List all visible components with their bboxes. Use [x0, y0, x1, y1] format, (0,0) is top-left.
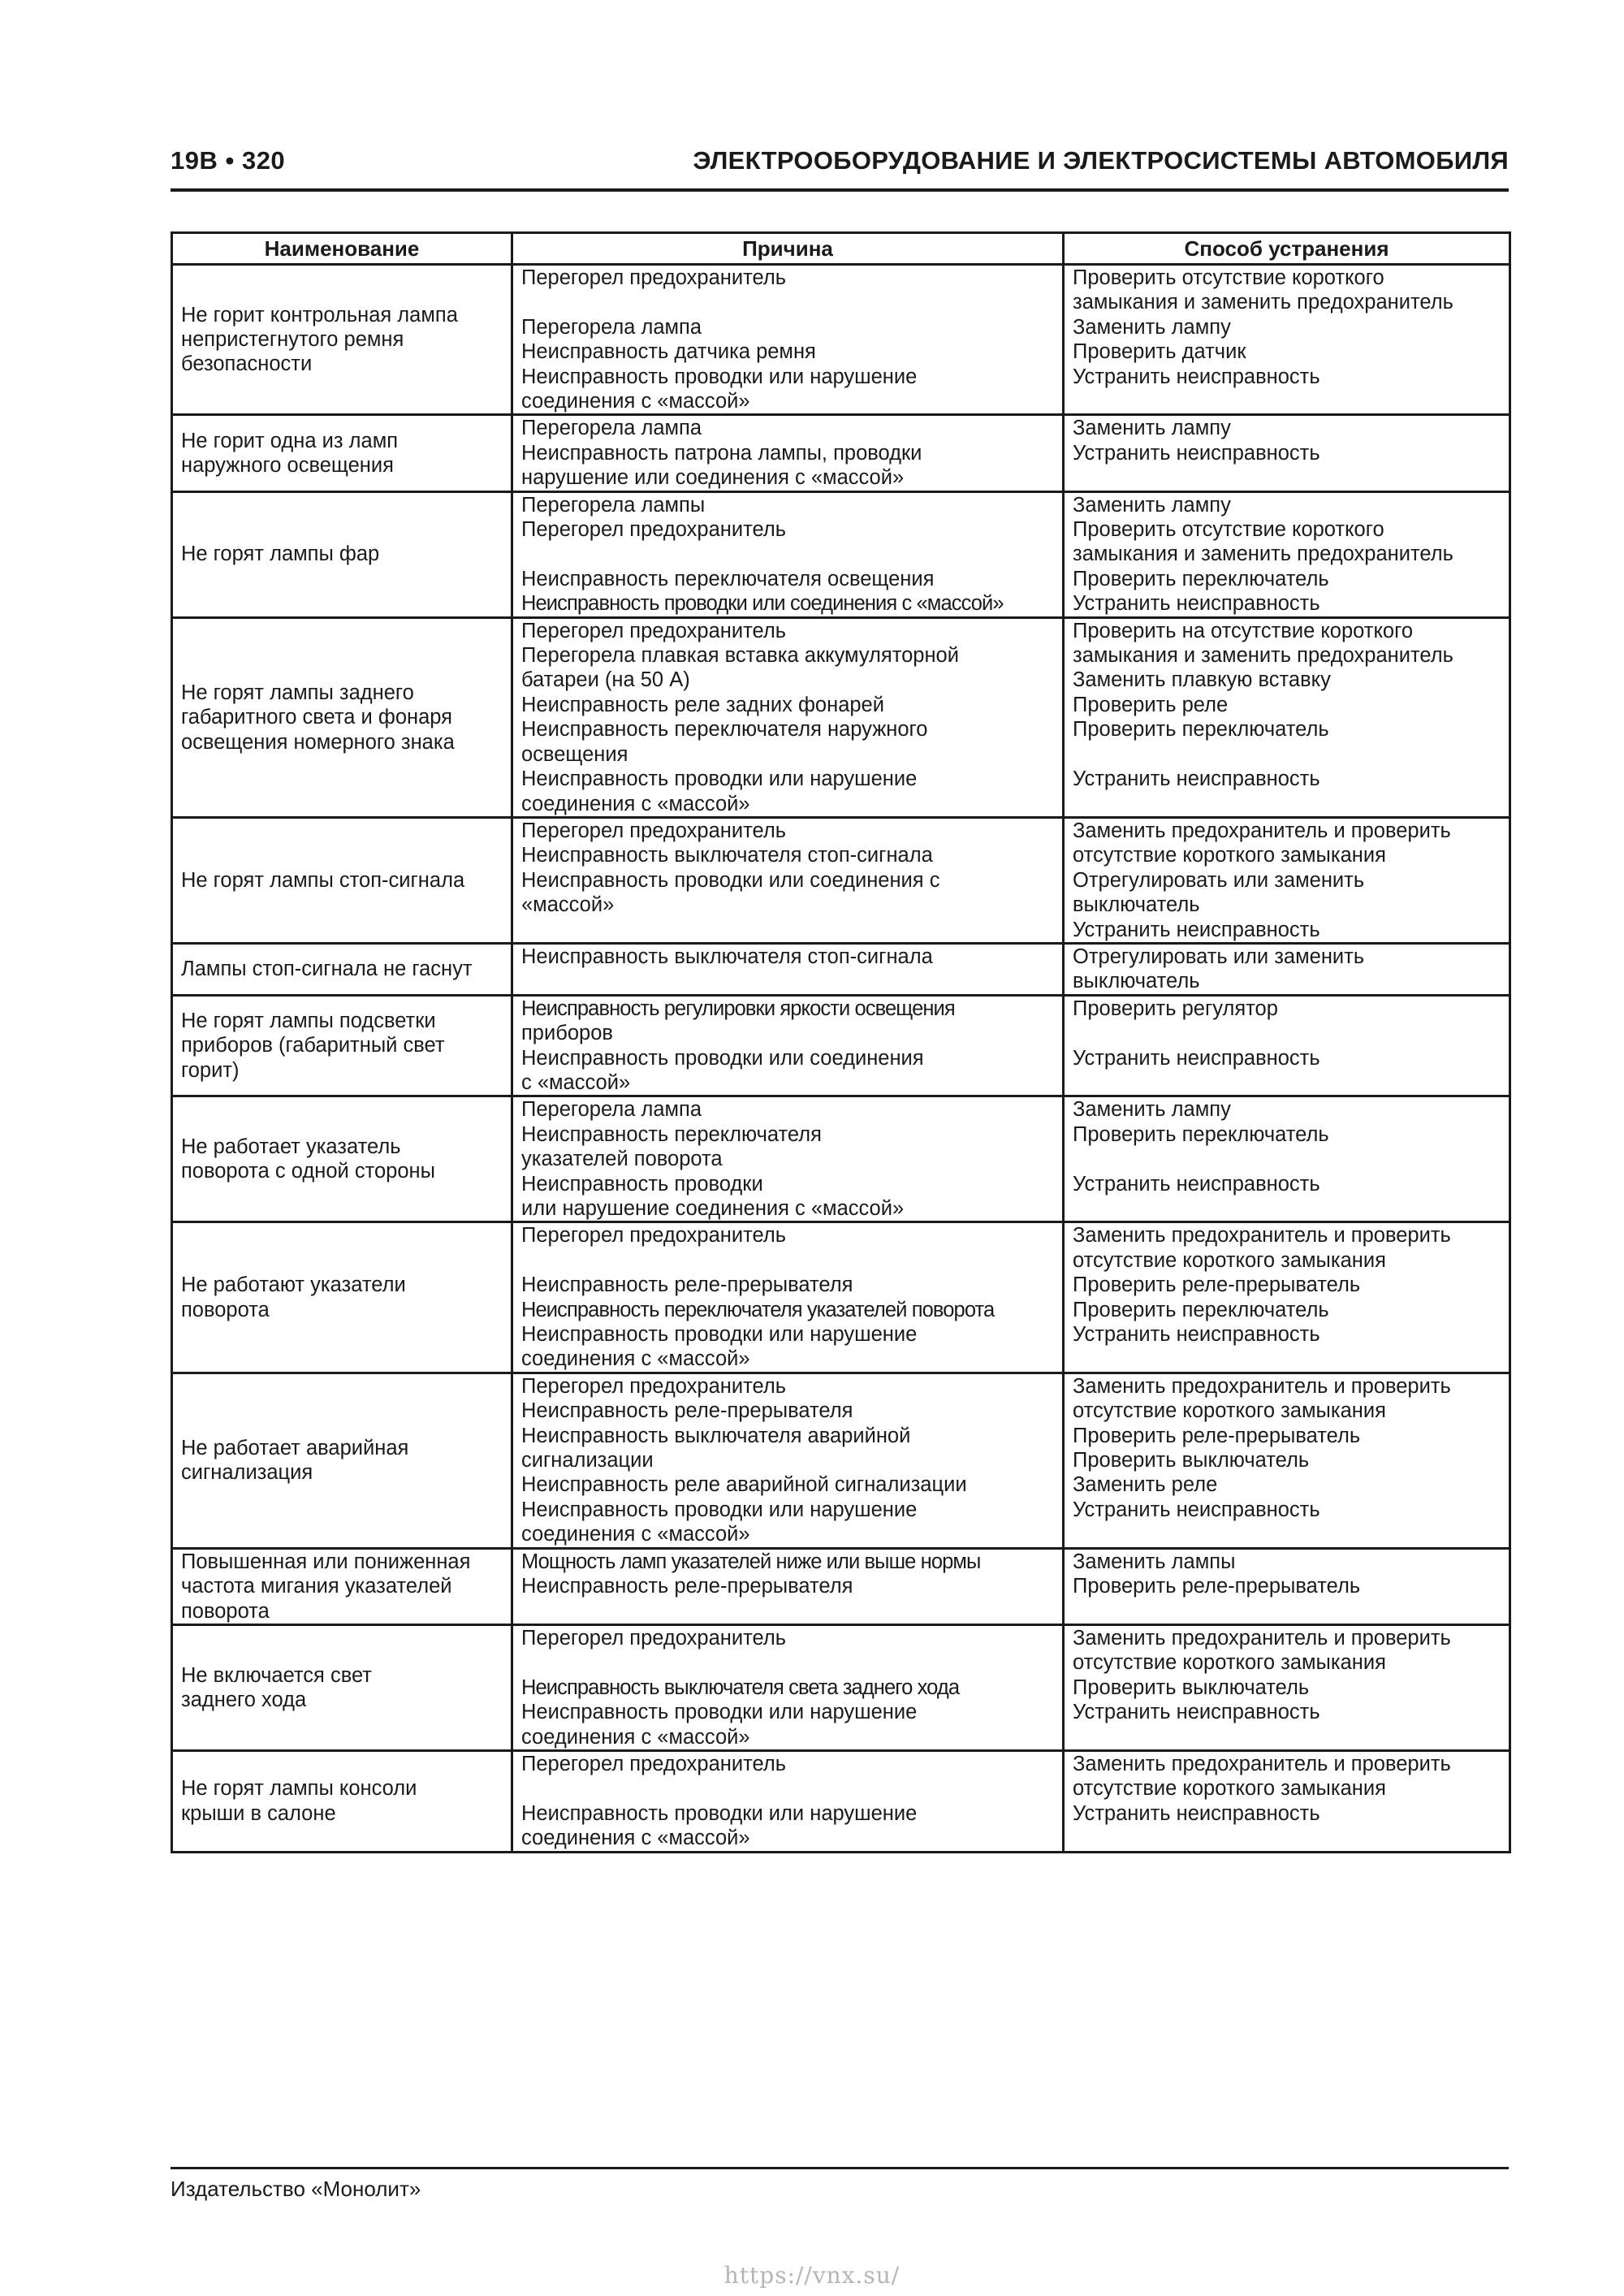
cell-line	[1073, 1021, 1501, 1045]
cell-line: Неисправность проводки или соединения	[521, 1046, 924, 1070]
cell-line: Устранить неисправность	[1073, 365, 1320, 388]
cell-line: отсутствие короткого замыкания	[1073, 844, 1386, 867]
cell-line: Неисправность проводки или нарушение	[521, 1801, 918, 1825]
cell-line	[521, 290, 1054, 314]
cell-line: соединения с «массой»	[521, 1347, 750, 1371]
table-row	[172, 491, 1510, 617]
cell-line: Проверить регулятор	[1073, 997, 1278, 1020]
cell-line: Проверить выключатель	[1073, 1676, 1310, 1699]
cell-line: соединения с «массой»	[521, 1725, 750, 1749]
cell-line	[521, 1650, 1054, 1675]
cell-line: Перегорел предохранитель	[521, 1626, 786, 1650]
cell-line: Заменить лампу	[1073, 493, 1231, 517]
cell-line: Заменить плавкую вставку	[1073, 668, 1331, 692]
cell-line: Устранить неисправность	[1073, 1172, 1320, 1196]
cell-line: нарушение или соединения с «массой»	[521, 466, 905, 490]
fault-name-cell	[172, 265, 512, 415]
cell-line: Проверить переключатель	[1073, 718, 1329, 742]
cell-line: отсутствие короткого замыкания	[1073, 1777, 1386, 1801]
column-header-name: Наименование	[172, 233, 512, 265]
cell-line: Неисправность проводки или соединения с «массой»	[521, 592, 1004, 616]
table-row	[172, 1548, 1510, 1624]
cell-line: «массой»	[521, 893, 615, 917]
cause-cell	[512, 617, 1064, 817]
cell-line: Неисправность проводки	[521, 1172, 763, 1196]
cell-line: Устранить неисправность	[1073, 1801, 1320, 1825]
cell-line: горит)	[181, 1058, 240, 1082]
cell-line	[521, 1776, 1054, 1801]
table-row	[172, 817, 1510, 943]
cell-line: Перегорела лампы	[521, 493, 706, 517]
cell-line: отсутствие короткого замыкания	[1073, 1248, 1386, 1272]
cell-line	[1073, 742, 1501, 767]
cell-line: наружного освещения	[181, 454, 394, 478]
cell-line: Устранить неисправность	[1073, 918, 1320, 941]
cell-line: Заменить предохранитель и проверить	[1073, 1374, 1451, 1398]
cell-line: Неисправность выключателя аварийной	[521, 1424, 911, 1447]
cell-line: Не горят лампы стоп-сигнала	[181, 868, 465, 892]
cell-line: Неисправность реле-прерывателя	[521, 1273, 853, 1297]
footer-divider	[171, 2167, 1509, 2169]
table-row	[172, 1624, 1510, 1750]
cause-cell	[512, 1750, 1064, 1852]
cell-line: соединения с «массой»	[521, 792, 750, 815]
page-header	[171, 146, 1509, 187]
cell-line: Проверить отсутствие короткого	[1073, 518, 1384, 542]
cell-line: Перегорела лампа	[521, 1098, 702, 1122]
fault-name-cell	[172, 415, 512, 491]
cell-line: замыкания и заменить предохранитель	[1073, 644, 1453, 668]
cell-line: Проверить переключатель	[1073, 567, 1329, 590]
cell-line: Неисправность переключателя освещения	[521, 567, 935, 590]
cell-line: Перегорел предохранитель	[521, 1224, 786, 1247]
cell-line: Неисправность проводки или нарушение	[521, 1498, 918, 1521]
table-row	[172, 617, 1510, 817]
fault-name-cell	[172, 1750, 512, 1852]
section-title: ЭЛЕКТРООБОРУДОВАНИЕ И ЭЛЕКТРОСИСТЕМЫ АВТОМОБИЛЯ	[693, 146, 1509, 175]
cell-line: заднего хода	[181, 1688, 307, 1711]
remedy-cell	[1064, 265, 1510, 415]
cell-line: замыкания и заменить предохранитель	[1073, 543, 1453, 566]
cell-line: Проверить переключатель	[1073, 1122, 1329, 1146]
cell-line: Не включается свет	[181, 1663, 372, 1687]
fault-name-cell	[172, 943, 512, 995]
cell-line: безопасности	[181, 352, 313, 376]
cell-line: Не горят лампы фар	[181, 543, 380, 566]
cause-cell	[512, 1548, 1064, 1624]
cell-line: Заменить предохранитель и проверить	[1073, 819, 1451, 842]
remedy-cell	[1064, 995, 1510, 1096]
cell-line: замыкания и заменить предохранитель	[1073, 291, 1453, 314]
cell-line: выключатель	[1073, 893, 1200, 917]
cell-line: с «массой»	[521, 1070, 631, 1094]
cause-cell	[512, 995, 1064, 1096]
cell-line: Неисправность переключателя указателей поворота	[521, 1298, 995, 1321]
cell-line: Перегорел предохранитель	[521, 518, 786, 542]
cell-line: сигнализация	[181, 1461, 313, 1485]
cell-line: Заменить реле	[1073, 1473, 1218, 1497]
cell-line: Заменить предохранитель и проверить	[1073, 1752, 1451, 1775]
cell-line: крыши в салоне	[181, 1801, 336, 1825]
cause-cell	[512, 1624, 1064, 1750]
cell-line: приборов	[521, 1022, 613, 1045]
cell-line: Неисправность переключателя	[521, 1122, 822, 1146]
cell-line: Заменить лампу	[1073, 1098, 1231, 1122]
cell-line: Отрегулировать или заменить	[1073, 868, 1365, 892]
fault-name-cell	[172, 491, 512, 617]
cell-line: указателей поворота	[521, 1148, 723, 1171]
table-body	[172, 265, 1510, 1853]
cell-line: Неисправность проводки или соединения с	[521, 868, 940, 892]
cell-line: освещения номерного знака	[181, 730, 455, 754]
cell-line: Проверить реле-прерыватель	[1073, 1575, 1361, 1598]
remedy-cell	[1064, 1222, 1510, 1373]
remedy-cell	[1064, 943, 1510, 995]
cell-line: Проверить отсутствие короткого	[1073, 266, 1384, 289]
cell-line: Перегорела лампа	[521, 417, 702, 440]
cell-line: Неисправность проводки или нарушение	[521, 365, 918, 388]
cell-line: соединения с «массой»	[521, 1827, 750, 1850]
cause-cell	[512, 817, 1064, 943]
cell-line: отсутствие короткого замыкания	[1073, 1651, 1386, 1675]
cell-line: Неисправность выключателя стоп-сигнала	[521, 844, 933, 867]
cell-line: Повышенная или пониженная	[181, 1550, 471, 1573]
cell-line: Не горят лампы подсветки	[181, 1009, 436, 1032]
remedy-cell	[1064, 1373, 1510, 1548]
cause-cell	[512, 491, 1064, 617]
fault-name-cell	[172, 617, 512, 817]
cell-line: Проверить реле-прерыватель	[1073, 1424, 1361, 1447]
fault-name-cell	[172, 1548, 512, 1624]
cell-line: Проверить реле	[1073, 693, 1229, 716]
cell-line: непристегнутого ремня	[181, 328, 404, 351]
cell-line: Неисправность реле-прерывателя	[521, 1575, 853, 1598]
cause-cell	[512, 943, 1064, 995]
cell-line: частота мигания указателей	[181, 1575, 452, 1598]
column-header-cause: Причина	[512, 233, 1064, 265]
cell-line: Не горит контрольная лампа	[181, 303, 458, 326]
remedy-cell	[1064, 491, 1510, 617]
remedy-cell	[1064, 1096, 1510, 1222]
cause-cell	[512, 1096, 1064, 1222]
cell-line: Устранить неисправность	[1073, 1323, 1320, 1347]
fault-name-cell	[172, 817, 512, 943]
cell-line: Неисправность регулировки яркости освещения	[521, 997, 955, 1020]
table-row	[172, 1750, 1510, 1852]
cell-line: Не горят лампы консоли	[181, 1777, 417, 1801]
cell-line: соединения с «массой»	[521, 1523, 750, 1546]
watermark: https://vnx.su/	[723, 2262, 901, 2289]
table-row	[172, 415, 1510, 491]
cell-line: Лампы стоп-сигнала не гаснут	[181, 958, 473, 981]
cell-line: Не работает аварийная	[181, 1436, 409, 1459]
cell-line: поворота с одной стороны	[181, 1160, 435, 1183]
table-row	[172, 995, 1510, 1096]
cell-line: Перегорела плавкая вставка аккумуляторной	[521, 644, 959, 668]
cell-line: Заменить лампу	[1073, 315, 1231, 339]
cell-line: или нарушение соединения с «массой»	[521, 1197, 905, 1221]
cell-line: Неисправность проводки или нарушение	[521, 1701, 918, 1724]
column-header-remedy: Способ устранения	[1064, 233, 1510, 265]
cell-line: Неисправность реле аварийной сигнализации	[521, 1473, 967, 1497]
fault-name-cell	[172, 995, 512, 1096]
cell-line: Устранить неисправность	[1073, 767, 1320, 791]
table-row	[172, 943, 1510, 995]
header-divider	[171, 188, 1509, 192]
cell-line: освещения	[521, 742, 628, 766]
cell-line: Неисправность выключателя стоп-сигнала	[521, 945, 933, 968]
cell-line: Заменить предохранитель и проверить	[1073, 1224, 1451, 1247]
cell-line: Устранить неисправность	[1073, 441, 1320, 465]
cell-line: Неисправность переключателя наружного	[521, 718, 928, 742]
cell-line	[521, 1248, 1054, 1273]
cell-line: Не горит одна из ламп	[181, 429, 399, 452]
cell-line: Перегорел предохранитель	[521, 1374, 786, 1398]
troubleshooting-table	[171, 231, 1511, 1853]
cell-line	[521, 542, 1054, 566]
table-row	[172, 1096, 1510, 1222]
cell-line: Устранить неисправность	[1073, 1701, 1320, 1724]
cell-line: Перегорел предохранитель	[521, 1752, 786, 1775]
cell-line: Перегорел предохранитель	[521, 819, 786, 842]
cell-line	[1073, 1147, 1501, 1171]
remedy-cell	[1064, 1548, 1510, 1624]
cell-line: приборов (габаритный свет	[181, 1034, 445, 1057]
cell-line: Неисправность проводки или нарушение	[521, 1323, 918, 1347]
cell-line: Проверить датчик	[1073, 340, 1246, 364]
cell-line: отсутствие короткого замыкания	[1073, 1399, 1386, 1423]
fault-name-cell	[172, 1096, 512, 1222]
cell-line: Перегорел предохранитель	[521, 266, 786, 289]
table-row	[172, 1222, 1510, 1373]
cell-line: поворота	[181, 1298, 270, 1321]
cell-line: Неисправность выключателя света заднего хода	[521, 1676, 960, 1699]
table-row	[172, 1373, 1510, 1548]
cell-line: соединения с «массой»	[521, 390, 750, 413]
cell-line: Мощность ламп указателей ниже или выше нормы	[521, 1550, 981, 1573]
cell-line: Заменить лампы	[1073, 1550, 1236, 1573]
cell-line: Неисправность реле задних фонарей	[521, 693, 884, 716]
cell-line: Неисправность патрона лампы, проводки	[521, 441, 922, 465]
cell-line: Устранить неисправность	[1073, 1046, 1320, 1070]
cell-line: сигнализации	[521, 1449, 654, 1472]
remedy-cell	[1064, 1624, 1510, 1750]
cell-line: поворота	[181, 1599, 270, 1623]
cell-line: Отрегулировать или заменить	[1073, 945, 1365, 968]
cell-line: Проверить на отсутствие короткого	[1073, 619, 1414, 642]
table-header-row	[172, 233, 1510, 265]
remedy-cell	[1064, 1750, 1510, 1852]
cell-line: Неисправность датчика ремня	[521, 340, 816, 364]
cell-line: батареи (на 50 А)	[521, 668, 690, 692]
cell-line: Заменить лампу	[1073, 417, 1231, 440]
cell-line: Не горят лампы заднего	[181, 681, 414, 704]
cell-line: Перегорел предохранитель	[521, 619, 786, 642]
remedy-cell	[1064, 817, 1510, 943]
remedy-cell	[1064, 415, 1510, 491]
cell-line: Перегорела лампа	[521, 315, 702, 339]
fault-name-cell	[172, 1373, 512, 1548]
cell-line: Неисправность проводки или нарушение	[521, 767, 918, 791]
cause-cell	[512, 1222, 1064, 1373]
cell-line: Проверить реле-прерыватель	[1073, 1273, 1361, 1297]
cell-line: габаритного света и фонаря	[181, 706, 452, 729]
cell-line: Заменить предохранитель и проверить	[1073, 1626, 1451, 1650]
cause-cell	[512, 265, 1064, 415]
cell-line: Проверить переключатель	[1073, 1298, 1329, 1321]
fault-name-cell	[172, 1222, 512, 1373]
table-row	[172, 265, 1510, 415]
page-number: 19B • 320	[171, 146, 286, 175]
cell-line: Не работает указатель	[181, 1135, 401, 1158]
cell-line: Устранить неисправность	[1073, 1498, 1320, 1521]
cause-cell	[512, 1373, 1064, 1548]
cell-line: Не работают указатели	[181, 1273, 406, 1297]
cell-line: Проверить выключатель	[1073, 1449, 1310, 1472]
remedy-cell	[1064, 617, 1510, 817]
cell-line: Устранить неисправность	[1073, 592, 1320, 616]
publisher: Издательство «Монолит»	[171, 2177, 421, 2201]
cell-line: Неисправность реле-прерывателя	[521, 1399, 853, 1423]
cause-cell	[512, 415, 1064, 491]
fault-name-cell	[172, 1624, 512, 1750]
cell-line: выключатель	[1073, 970, 1200, 993]
